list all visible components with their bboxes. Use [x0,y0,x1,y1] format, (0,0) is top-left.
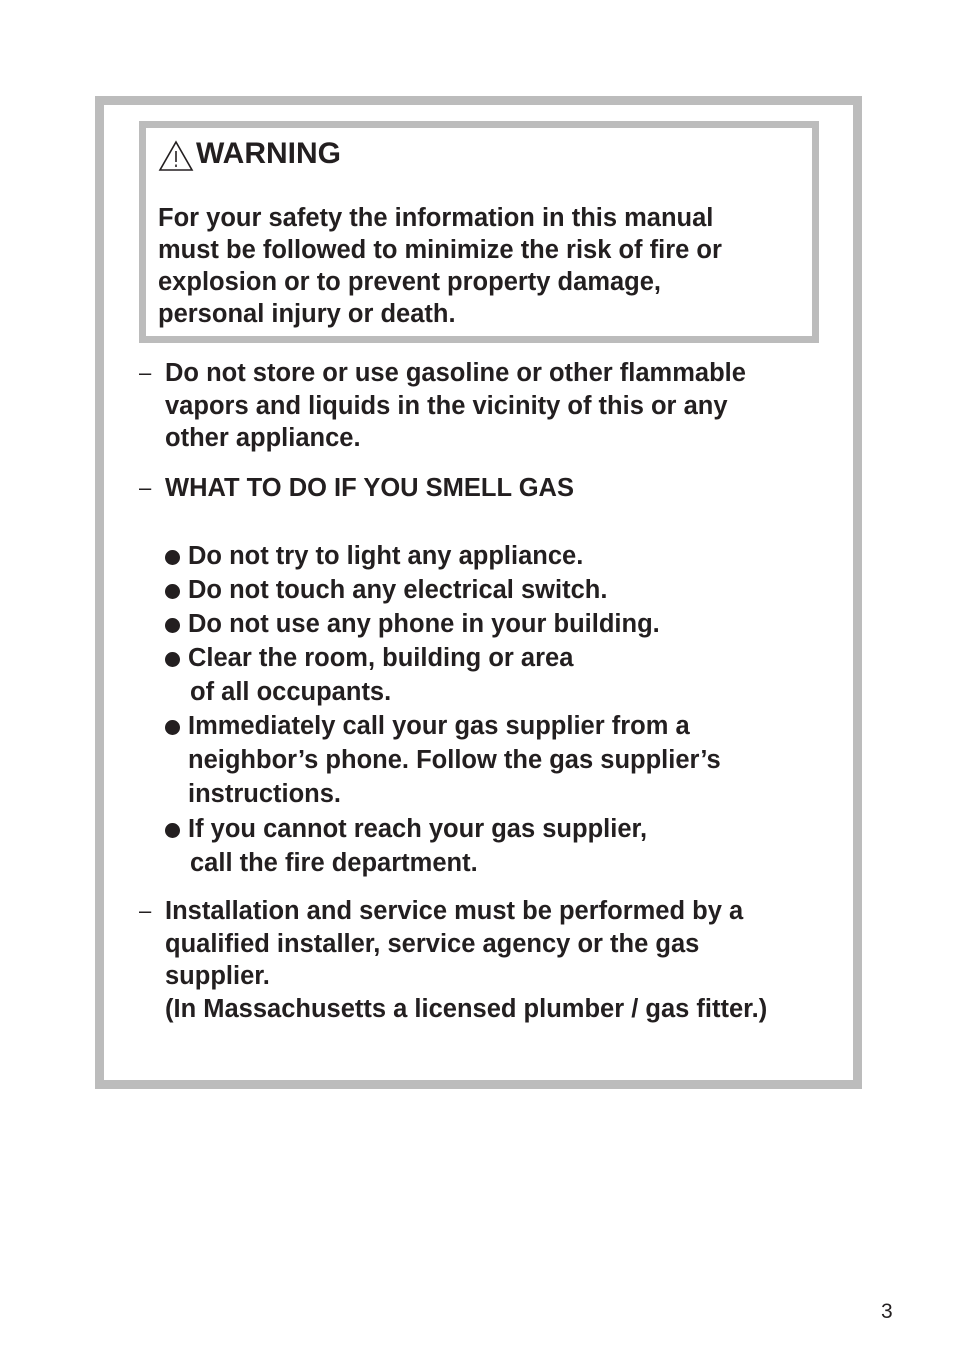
bullet-dot-icon [165,823,180,838]
dash-item-line: other appliance. [165,424,361,452]
bullet-line: Do not try to light any appliance. [188,542,584,570]
bullet-line: of all occupants. [190,678,392,706]
bullet-dot-icon [165,618,180,633]
warning-line: personal injury or death. [158,300,456,328]
dash-item-line: vapors and liquids in the vicinity of this or any [165,391,728,420]
dash-marker: – [139,475,152,500]
dash-item-line: Installation and service must be performed by a [165,897,744,925]
dash-item-line: WHAT TO DO IF YOU SMELL GAS [165,474,574,502]
gas-bullet-item [165,607,660,641]
warning-line: For your safety the information in this manual [158,204,714,232]
bullet-dot-icon [165,550,180,565]
warning-statement [158,202,798,330]
page-number: 3 [881,1300,893,1323]
warning-title [158,134,341,174]
dash-item-line: supplier. [165,962,270,990]
warning-title-text: WARNING [196,137,341,170]
bullet-line: Clear the room, building or area [188,644,574,672]
warning-line: must be followed to minimize the risk of fire or [158,236,722,264]
bullet-dot-icon [165,584,180,599]
dash-item-flammables [139,357,829,455]
gas-bullet-item [165,539,583,573]
dash-marker: – [139,898,152,923]
dash-item-line: Do not store or use gasoline or other flammable [165,359,746,387]
warning-line: explosion or to prevent property damage, [158,268,662,296]
dash-item-installation [139,895,829,1025]
dash-item-smell-gas [139,472,829,505]
gas-bullet-item [165,641,573,709]
gas-bullet-item [165,573,607,607]
bullet-line: call the fire department. [190,849,478,877]
gas-bullet-item [165,709,721,811]
bullet-line: Immediately call your gas supplier from a [188,712,690,740]
dash-item-line: qualified installer, service agency or the gas [165,929,700,958]
bullet-line: If you cannot reach your gas supplier, [188,815,648,843]
gas-bullet-item [165,812,647,880]
bullet-dot-icon [165,652,180,667]
bullet-line: Do not use any phone in your building. [188,610,660,638]
bullet-line: neighbor’s phone. Follow the gas supplier’s [188,746,721,774]
bullet-line: Do not touch any electrical switch. [188,576,608,604]
dash-item-line: (In Massachusetts a licensed plumber / gas fitter.) [165,994,768,1023]
dash-marker: – [139,360,152,385]
bullet-dot-icon [165,720,180,735]
bullet-line: instructions. [188,780,342,808]
warning-triangle-icon [158,140,194,172]
